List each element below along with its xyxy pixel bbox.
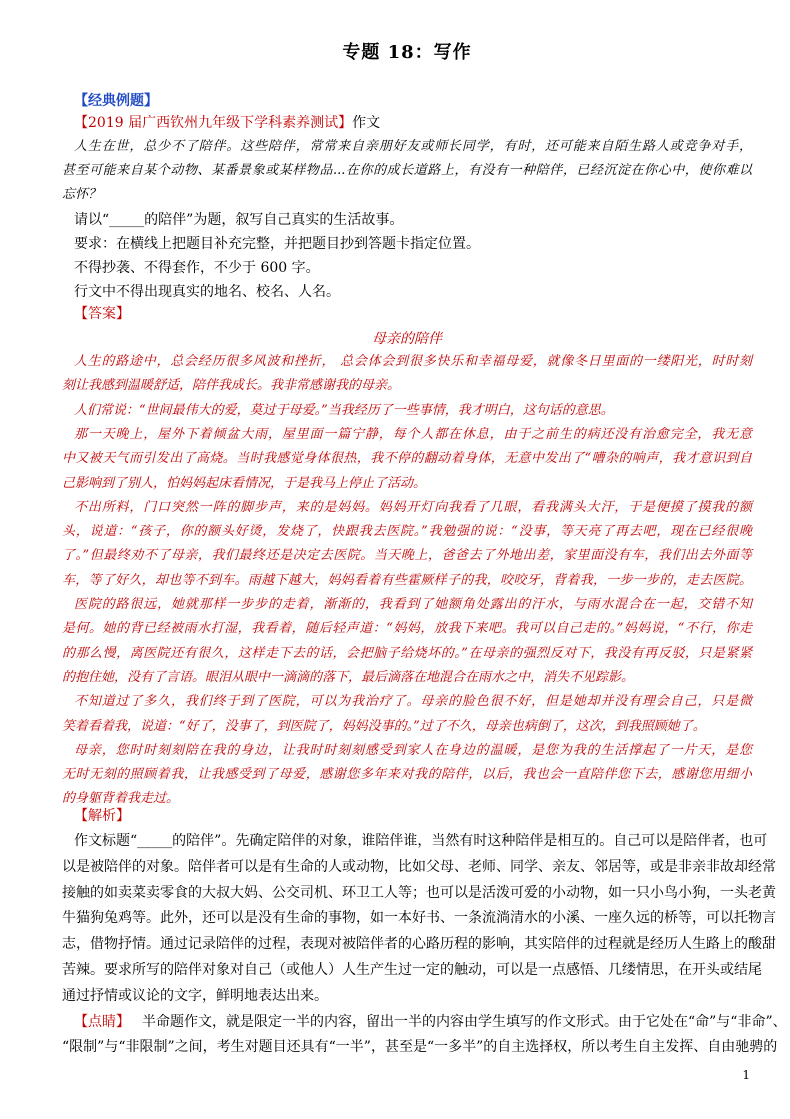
essay-line: 不知道过了多久，我们终于到了医院，可以为我治疗了。母亲的脸色很不好，但是她却并没有理会自己，只是微 — [74, 694, 752, 710]
essay-line: 车，等了好久，却也等不到车。雨越下越大，妈妈看着有些霍厥样子的我，咬咬牙，背着我，一步一步的，走去医院。 — [62, 572, 752, 588]
section-example-label: 【经典例题】 — [74, 93, 158, 109]
requirement-line: 不得抄袭、不得套作，不少于 600 字。 — [74, 260, 320, 276]
essay-line: 的身躯背着我走过。 — [62, 791, 180, 807]
essay-title: 母亲的陪伴 — [372, 331, 442, 347]
section-answer-label: 【答案】 — [74, 306, 130, 322]
essay-line: 是何。她的背已经被雨水打湿，我看着，随后轻声道：“妈妈，放我下来吧。我可以自己走的。”妈妈说，“不行，你走 — [62, 621, 752, 637]
essay-line: 那一天晚上，屋外下着倾盆大雨，屋里面一篇宁静，每个人都在休息，由于之前生的病还没有治愈完全，我无意 — [74, 426, 752, 442]
tips-line: “限制”与“非限制”之间，考生对题目还具有“一半”，甚至是“一多半”的自主选择权，所以考生自主发挥、自由驰骋的 — [62, 1039, 778, 1055]
analysis-line: 苦辣。要求所写的陪伴对象对自己（或他人）人生产生过一定的触动，可以是一点感悟、几缕情思，在开头或结尾 — [62, 962, 762, 978]
essay-line: 不出所料，门口突然一阵的脚步声，来的是妈妈。妈妈开灯向我看了几眼，看我满头大汗，于是便摸了摸我的额 — [74, 499, 752, 515]
prompt-line: 人生在世，总少不了陪伴。这些陪伴，常常来自亲朋好友或师长同学，有时，还可能来自陌生路人或竞争对手， — [74, 139, 752, 154]
question-source-bracket: 【2019 届广西钦州九年级下学科素养测试】 — [74, 115, 353, 131]
analysis-line: 以是被陪伴的对象。陪伴者可以是有生命的人或动物，比如父母、老师、同学、亲友、邻居等，或是非亲非故却经常 — [62, 858, 776, 875]
essay-line: 的那么慢，离医院还有很久，这样走下去的话，会把脑子给烧坏的。”在母亲的强烈反对下，我没有再反驳，只是紧紧 — [62, 645, 752, 661]
prompt-line: 甚至可能来自某个动物、某番景象或某样物品...在你的成长道路上，有没有一种陪伴，已经沉淀在你心中，使你难以 — [62, 163, 752, 178]
question-source — [74, 113, 380, 133]
requirement-line: 请以“_____的陪伴”为题，叙写自己真实的生活故事。 — [74, 212, 404, 228]
analysis-line: 牛猫狗兔鸡等。此外，还可以是没有生命的事物，如一本好书、一条流淌清水的小溪、一座久远的桥等，可以托物言 — [62, 910, 776, 927]
question-source-suffix: 作文 — [352, 115, 381, 131]
essay-line: 笑着看着我，说道：“好了，没事了，到医院了，妈妈没事的。”过了不久，母亲也病倒了，这次，到我照顾她了。 — [62, 718, 706, 734]
page-number: 1 — [742, 1068, 750, 1082]
prompt-line: 忘怀？ — [62, 187, 102, 202]
essay-line: 人们常说：“世间最伟大的爱，莫过于母爱。”当我经历了一些事情，我才明白，这句话的意思。 — [74, 402, 614, 418]
essay-line: 母亲，您时时刻刻陪在我的身边，让我时时刻刻感受到家人在身边的温暖，是您为我的生活撑起了一片天，是您 — [74, 742, 752, 758]
requirement-line: 行文中不得出现真实的地名、校名、人名。 — [74, 284, 340, 300]
essay-line: 无时无刻的照顾着我，让我感受到了母爱，感谢您多年来对我的陪伴，以后，我也会一直陪伴您下去，感谢您用细小 — [62, 767, 752, 783]
analysis-line: 作文标题“_____的陪伴”。先确定陪伴的对象，谁陪伴谁，当然有时这种陪伴是相互的。自己可以是陪伴者，也可 — [74, 833, 768, 849]
essay-line: 人生的路途中，总会经历很多风波和挫折， 总会体会到很多快乐和幸福母爱，就像冬日里面的一缕阳光，时时刻 — [74, 354, 752, 369]
tips-line: 半命题作文，就是限定一半的内容，留出一半的内容由学生填写的作文形式。由于它处在“命”与“非命”、 — [142, 1014, 787, 1030]
section-analysis-label: 【解析】 — [74, 808, 130, 824]
essay-line: 的抱住她，没有了言语。眼泪从眼中一滴滴的落下，最后滴落在地混合在雨水之中，消失不见踪影。 — [62, 669, 635, 685]
analysis-line: 通过抒情或议论的文字，鲜明地表达出来。 — [62, 987, 328, 1004]
analysis-line: 志，借物抒情。通过记录陪伴的过程，表现对被陪伴者的心路历程的影响，其实陪伴的过程就是经历人生路上的酸甜 — [62, 936, 776, 953]
essay-line: 中又被天气而引发出了高烧。当时我感觉身体很热，我不停的翻动着身体，无意中发出了“嘈杂的响声，我才意识到自 — [62, 451, 752, 467]
essay-line: 刻让我感到温暖舒适，陪伴我成长。我非常感谢我的母亲。 — [62, 378, 401, 394]
essay-line: 医院的路很远，她就那样一步步的走着，渐渐的，我看到了她额角处露出的汗水，与雨水混合在一起，交错不知 — [74, 597, 752, 612]
essay-line: 己影响到了别人，怕妈妈起床看情况，于是我马上停止了活动。 — [62, 475, 427, 491]
essay-line: 头，说道：“孩子，你的额头好烫，发烧了，快跟我去医院。”我勉强的说：“没事，等天亮了再去吧，现在已经很晚 — [62, 524, 752, 540]
page-title: 专题 18：写作 — [342, 42, 472, 63]
section-tips-label: 【点睛】 — [74, 1014, 130, 1030]
analysis-line: 接触的如卖菜卖零食的大叔大妈、公交司机、环卫工人等；也可以是活泼可爱的小动物，如一只小鸟小狗，一头老黄 — [62, 884, 776, 901]
essay-line: 了。”但最终劝不了母亲，我们最终还是决定去医院。当天晚上，爸爸去了外地出差，家里面没有车，我们出去外面等 — [62, 548, 752, 564]
requirement-line: 要求：在横线上把题目补充完整，并把题目抄到答题卡指定位置。 — [74, 236, 480, 252]
